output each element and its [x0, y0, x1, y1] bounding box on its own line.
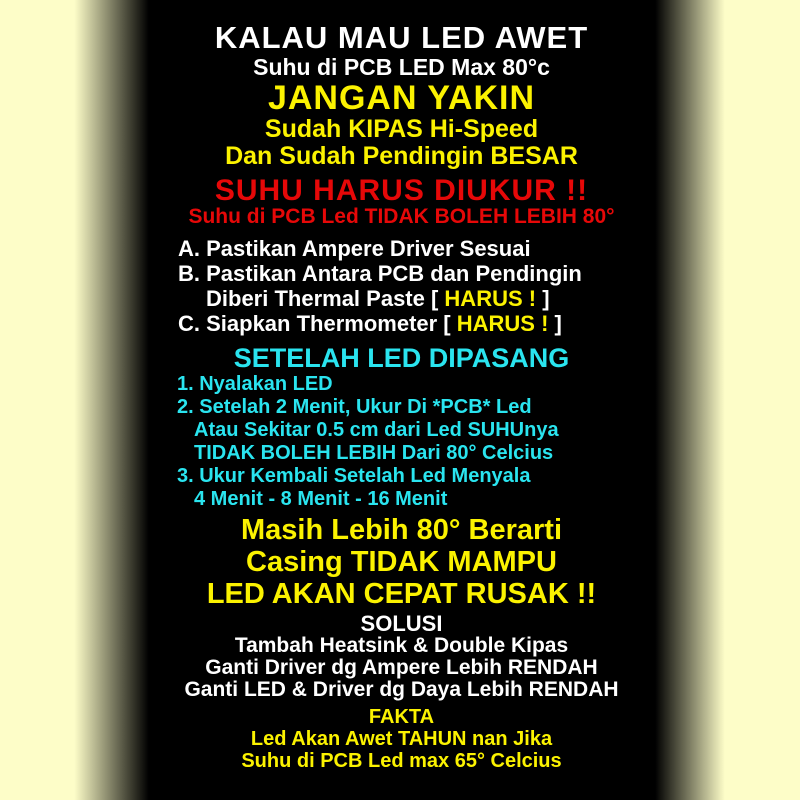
solution-block	[148, 613, 655, 701]
warning-line-1: Sudah KIPAS Hi-Speed	[264, 115, 539, 143]
poster-title: KALAU MAU LED AWET	[214, 20, 589, 55]
fact-line-2: Suhu di PCB Led max 65° Celcius	[241, 750, 562, 772]
verdict-line-2: Casing TIDAK MAMPU	[246, 546, 557, 578]
fact-heading: FAKTA	[368, 706, 435, 728]
thermometer-bracket: ]	[548, 311, 562, 336]
checklist-item-c	[178, 311, 655, 336]
solution-line-2: Ganti Driver dg Ampere Lebih RENDAH	[205, 656, 598, 679]
poster-content	[148, 0, 655, 800]
alert-heading: SUHU HARUS DIUKUR !!	[214, 174, 589, 207]
verdict-block	[148, 514, 655, 610]
step-3: 3. Ukur Kembali Setelah Led Menyala	[177, 465, 531, 487]
warning-line-2: Dan Sudah Pendingin BESAR	[225, 142, 578, 170]
warning-heading: JANGAN YAKIN	[267, 79, 536, 117]
alert-subheading: Suhu di PCB Led TIDAK BOLEH LEBIH 80°	[188, 205, 615, 228]
solution-line-3: Ganti LED & Driver dg Daya Lebih RENDAH	[184, 678, 619, 701]
thermal-paste-text: Diberi Thermal Paste [	[206, 286, 445, 311]
steps-list	[148, 373, 655, 511]
poster-subtitle: Suhu di PCB LED Max 80°c	[253, 54, 550, 80]
steps-heading: SETELAH LED DIPASANG	[233, 343, 570, 373]
checklist-item-b-continuation	[178, 286, 655, 311]
thermometer-text: C. Siapkan Thermometer [	[178, 311, 457, 336]
harus-highlight-b: HARUS !	[444, 286, 537, 311]
step-1: 1. Nyalakan LED	[177, 373, 333, 395]
solution-heading: SOLUSI	[360, 611, 443, 636]
step-3-continuation: 4 Menit - 8 Menit - 16 Menit	[194, 488, 448, 510]
verdict-line-1: Masih Lebih 80° Berarti	[240, 514, 563, 546]
checklist-item-a: A. Pastikan Ampere Driver Sesuai	[178, 236, 531, 261]
solution-line-1: Tambah Heatsink & Double Kipas	[234, 634, 569, 657]
verdict-line-3: LED AKAN CEPAT RUSAK !!	[206, 578, 597, 610]
step-2: 2. Setelah 2 Menit, Ukur Di *PCB* Led	[177, 396, 532, 418]
fact-line-1: Led Akan Awet TAHUN nan Jika	[250, 728, 553, 750]
step-2-continuation-2: TIDAK BOLEH LEBIH Dari 80° Celcius	[194, 442, 554, 464]
harus-highlight-c: HARUS !	[456, 311, 549, 336]
step-2-continuation-1: Atau Sekitar 0.5 cm dari Led SUHUnya	[194, 419, 559, 441]
checklist	[148, 236, 655, 336]
checklist-item-b: B. Pastikan Antara PCB dan Pendingin	[178, 261, 582, 286]
fact-block	[148, 706, 655, 772]
thermal-paste-bracket: ]	[536, 286, 550, 311]
